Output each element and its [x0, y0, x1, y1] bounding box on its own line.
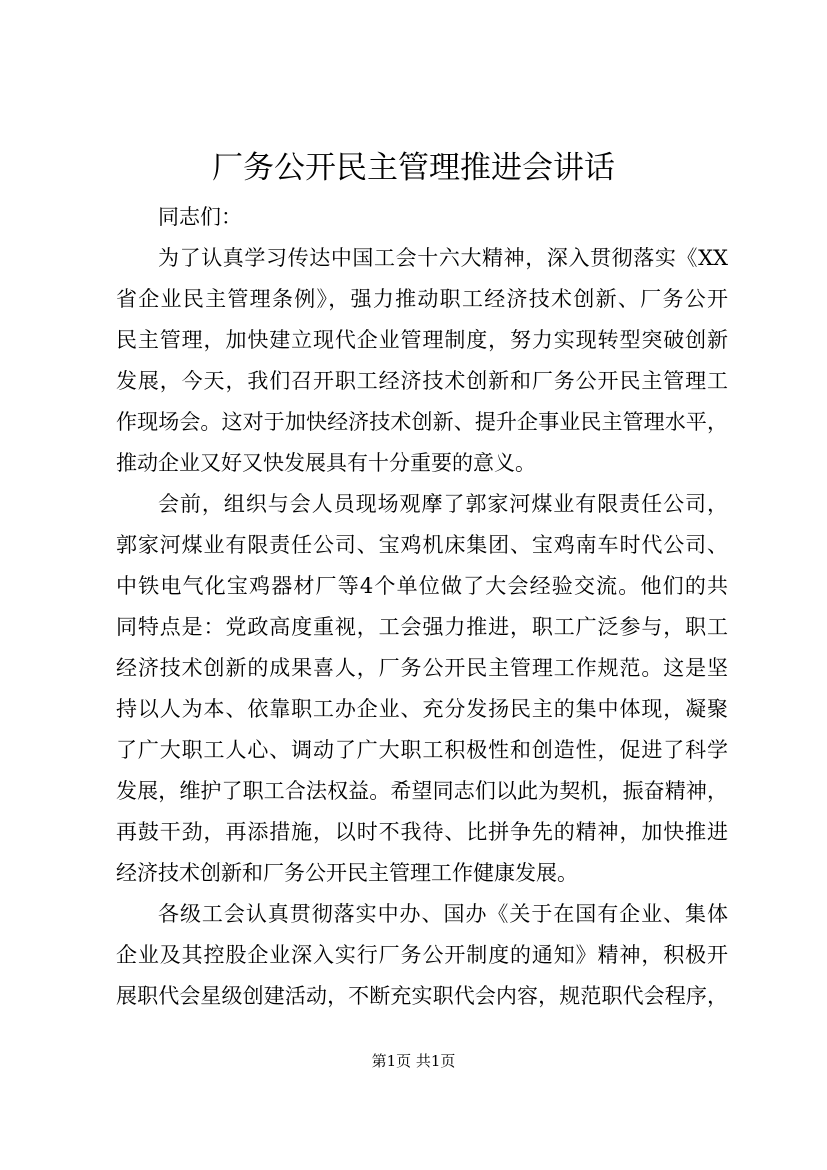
paragraph-2-line-10: 经济技术创新和厂务公开民主管理工作健康发展。 — [116, 861, 578, 885]
paragraph-2-line-2: 郭家河煤业有限责任公司、宝鸡机床集团、宝鸡南车时代公司、 — [116, 533, 728, 557]
paragraph-2-line-4: 同特点是：党政高度重视，工会强力推进，职工广泛参与，职工 — [116, 615, 728, 639]
document-body — [116, 197, 728, 1017]
paragraph-2-line-8: 发展，维护了职工合法权益。希望同志们以此为契机，振奋精神， — [116, 779, 728, 803]
salutation: 同志们： — [158, 205, 242, 229]
paragraph-1-line-6: 推动企业又好又快发展具有十分重要的意义。 — [116, 451, 536, 475]
paragraph-3-line-3: 展职代会星级创建活动，不断充实职代会内容，规范职代会程序， — [116, 984, 728, 1008]
paragraph-3-line-1: 各级工会认真贯彻落实中办、国办《关于在国有企业、集体 — [158, 902, 728, 926]
paragraph-1-line-2: 省企业民主管理条例》，强力推动职工经济技术创新、厂务公开 — [116, 287, 728, 311]
page-footer: 第1页 共1页 — [371, 1052, 456, 1070]
document-title: 厂务公开民主管理推进会讲话 — [212, 150, 615, 186]
paragraph-1-line-1: 为了认真学习传达中国工会十六大精神，深入贯彻落实《XX — [158, 246, 728, 270]
paragraph-2-line-1: 会前，组织与会人员现场观摩了郭家河煤业有限责任公司， — [158, 492, 728, 516]
paragraph-1-line-5: 作现场会。这对于加快经济技术创新、提升企事业民主管理水平， — [116, 410, 728, 434]
paragraph-3-line-2: 企业及其控股企业深入实行厂务公开制度的通知》精神，积极开 — [116, 943, 728, 967]
paragraph-2-line-5: 经济技术创新的成果喜人，厂务公开民主管理工作规范。这是坚 — [116, 656, 728, 680]
paragraph-2-line-6: 持以人为本、依靠职工办企业、充分发扬民主的集中体现，凝聚 — [116, 697, 728, 721]
paragraph-2-line-7: 了广大职工人心、调动了广大职工积极性和创造性，促进了科学 — [116, 738, 728, 762]
paragraph-1-line-4: 发展，今天，我们召开职工经济技术创新和厂务公开民主管理工 — [116, 369, 728, 393]
paragraph-1-line-3: 民主管理，加快建立现代企业管理制度，努力实现转型突破创新 — [116, 328, 728, 352]
paragraph-2-line-9: 再鼓干劲，再添措施，以时不我待、比拼争先的精神，加快推进 — [116, 820, 728, 844]
paragraph-2-line-3: 中铁电气化宝鸡器材厂等4个单位做了大会经验交流。他们的共 — [116, 574, 728, 598]
